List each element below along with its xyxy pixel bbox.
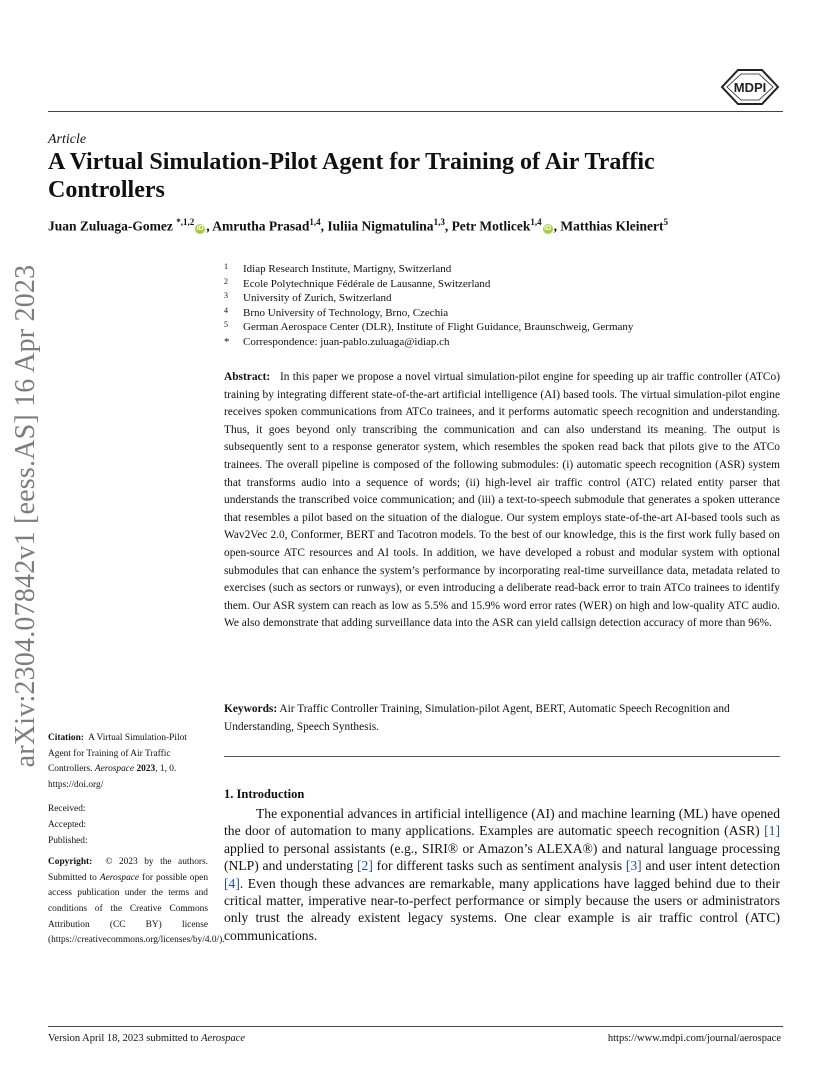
header-rule (48, 111, 783, 112)
section-heading: 1. Introduction (224, 787, 305, 801)
citation-link[interactable]: [1] (764, 823, 780, 839)
author-affil-sup: 1,3 (433, 217, 445, 227)
affiliation-item: 5 German Aerospace Center (DLR), Institute of Flight Guidance, Braunschweig, Germany (224, 320, 634, 334)
citation-link[interactable]: [2] (357, 858, 373, 874)
author-name: Juan Zuluaga-Gomez (48, 218, 173, 234)
footer-journal-url[interactable]: https://www.mdpi.com/journal/aerospace (607, 1033, 781, 1044)
published-date: Published: (48, 835, 88, 846)
mdpi-logo-text: MDPI (733, 80, 767, 95)
abstract-text: In this paper we propose a novel virtual simulation-pilot engine for speeding up air traffic controller (ATCo) training by integrating different state-of-the-art artificial intelligence (AI) based tools. The virtual simulation-pilot engine receives spoken communications from ATCo trainees, and it performs automatic speech recognition and understanding. Thus, it goes beyond only transcribing the communication and can also understand its meaning. The output is subsequently sent to a response generator system, which resembles the spoken read back that pilots give to the ATCo trainees. The overall pipeline is composed of the following submodules: (i) automatic speech recognition (ASR) system that transforms audio into a sequence of words; (ii) high-level air traffic control (ATC) related entity parser that understands the transcribed voice communication; and (iii) a text-to-speech submodule that generates a spoken utterance that resembles a pilot based on the situation of the dialogue. Our system employs state-of-the-art AI-based tools such as Wav2Vec 2.0, Conformer, BERT and Tacotron models. To the best of our knowledge, this is the first work fully based on open-source ATC resources and AI tools. In addition, we have developed a robust and modular system with optional submodules that can enhance the system’s performance by incorporating real-time surveillance data, metadata related to exercises (such as sectors or runways), or even introducing a deliberate read-back error to train ATCo trainees to identify them. Our ASR system can reach as low as 5.5% and 15.9% word error rates (WER) on high and low-quality ATC audio. We also demonstrate that adding surveillance data into the ASR can yield callsign detection accuracy of more than 96%. (224, 371, 780, 630)
orcid-icon[interactable]: iD (196, 224, 204, 232)
keywords (224, 701, 780, 736)
accepted-date: Accepted: (48, 819, 86, 830)
keywords-text: Air Traffic Controller Training, Simulation-pilot Agent, BERT, Automatic Speech Recognition and Understanding, Speech Synthesis. (224, 703, 730, 733)
doi-link[interactable]: https://doi.org/ (48, 779, 104, 790)
author-name: Petr Motlicek (451, 218, 531, 234)
author-affil-sup: *,1,2 (176, 217, 195, 227)
mdpi-logo (720, 68, 780, 106)
author-name: Amrutha Prasad (212, 218, 310, 234)
author-affil-sup: 1,4 (309, 217, 321, 227)
article-type: Article (48, 132, 87, 147)
author-name: Matthias Kleinert (560, 218, 664, 234)
author-affil-sup: 5 (663, 217, 669, 227)
footer-version: Version April 18, 2023 submitted to Aerospace (48, 1033, 246, 1044)
citation-link[interactable]: [3] (625, 858, 642, 874)
abstract (224, 369, 780, 633)
affiliation-list (224, 262, 633, 350)
copyright-notice: Copyright: © 2023 by the authors. Submitted to Aerospace for possible open access publication under the terms and conditions of the Creative Commons Attribution (CC BY) license (https://creativecommons.org/licenses/by/4.0/). (48, 857, 225, 946)
orcid-icon[interactable]: iD (544, 224, 552, 232)
abstract-label: Abstract: (224, 371, 271, 383)
correspondence: * Correspondence: juan-pablo.zuluaga@idiap.ch (224, 335, 450, 348)
paper-title: A Virtual Simulation-Pilot Agent for Training of Air Traffic Controllers (48, 149, 655, 203)
arxiv-identifier[interactable]: arXiv:2304.07842v1 [eess.AS] 16 Apr 2023 (10, 264, 41, 768)
citation-link[interactable]: [4] (224, 875, 240, 891)
footer-rule (48, 1026, 783, 1027)
author-name: Iuliia Nigmatulina (327, 218, 434, 234)
author-list: Juan Zuluaga-Gomez $^{*,1,2}$iD , Amrutha Prasad$^{1,4}$, Iuliia Nigmatulina$^{1,3}$, Petr Motlicek$^{1,4}$iD , Matthias Kleinert$^5$ (48, 217, 669, 234)
article-sidebar (48, 731, 225, 949)
affiliation-item: 2 Ecole Polytechnique Fédérale de Lausanne, Switzerland (224, 276, 491, 290)
affiliation-item: 1 Idiap Research Institute, Martigny, Switzerland (224, 262, 452, 275)
keywords-label: Keywords: (224, 703, 278, 715)
section-divider (224, 756, 780, 757)
affiliation-item: 3 University of Zurich, Switzerland (224, 291, 392, 305)
affiliation-item: 4 Brno University of Technology, Brno, Czechia (224, 305, 449, 319)
received-date: Received: (48, 804, 86, 815)
citation-block: Citation: A Virtual Simulation-Pilot Agent for Training of Air Traffic Controllers. Aerospace 2023, 1, 0. https://doi.org/ (48, 733, 187, 790)
author-affil-sup: 1,4 (530, 217, 542, 227)
intro-paragraph: The exponential advances in artificial intelligence (AI) and machine learning (ML) have opened the door of automation to many applications. Examples are automatic speech recognition (ASR) [1] applied to personal assistants (e.g., SIRI® or Amazon’s ALEXA®) and natural language processing (NLP) and understating [2] for different tasks such as sentiment analysis [3] and user intent detection [4]. Even though these advances are remarkable, many applications have lagged behind due to their critical matter, imperative near-to-perfect performance or simply because the users or administrators only trust the already existent legacy systems. One clear example is air traffic control (ATC) communications. (224, 806, 780, 943)
